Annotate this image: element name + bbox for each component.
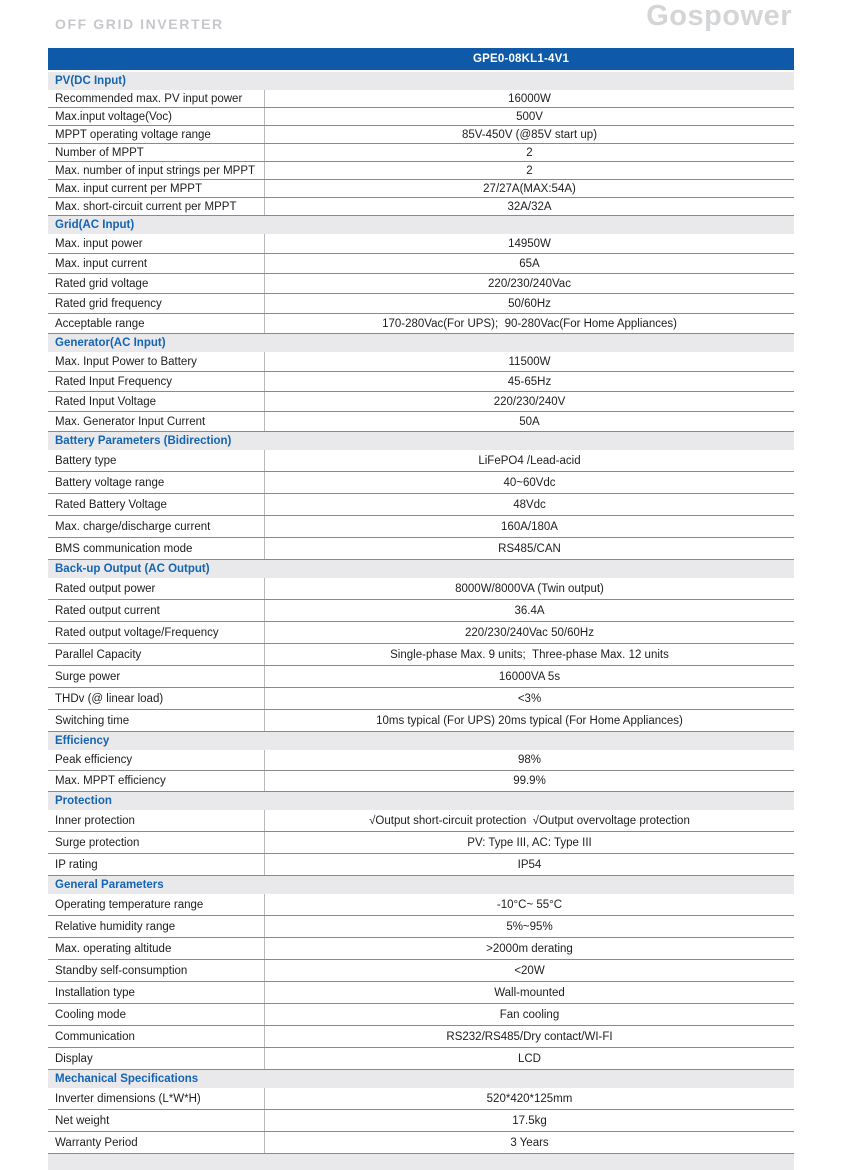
row-value: 3 Years [510,1136,549,1149]
row-value: <20W [514,964,545,977]
row-value: >2000m derating [486,942,573,955]
table-row [48,494,794,516]
table-row [48,472,794,494]
row-value: Fan cooling [499,1008,560,1021]
table-row [48,254,794,274]
brand-logo: Gospower [646,0,792,32]
row-value: Single-phase Max. 9 units; Three-phase Max. 12 units [390,648,669,661]
row-value: RS232/RS485/Dry contact/WI-FI [446,1030,613,1043]
table-row [48,832,794,854]
row-label: Standby self-consumption [48,960,265,981]
section-header: Mechanical Specifications [48,1070,794,1088]
table-row [48,450,794,472]
row-label: Communication [48,1026,265,1047]
table-row [48,90,794,108]
section-header: Grid(AC Input) [48,216,794,234]
row-value: <3% [517,692,542,705]
row-value: 85V-450V (@85V start up) [461,128,598,141]
row-label: Rated grid voltage [48,274,265,293]
row-value: 65A [519,257,540,270]
table-row [48,144,794,162]
row-label: Max. Input Power to Battery [48,352,265,371]
table-row [48,372,794,392]
table-row [48,854,794,876]
row-label: Max. MPPT efficiency [48,771,265,791]
table-row [48,960,794,982]
row-label: Inverter dimensions (L*W*H) [48,1088,265,1109]
row-label: Display [48,1048,265,1069]
row-label: Rated grid frequency [48,294,265,313]
row-value: 220/230/240Vac 50/60Hz [465,626,594,639]
row-value: 11500W [508,355,551,368]
row-label: Max. short-circuit current per MPPT [48,198,265,215]
table-row [48,1088,794,1110]
section-header: Efficiency [48,732,794,750]
row-value: Wall-mounted [494,986,565,999]
row-value: 50A [519,415,540,428]
table-row [48,1004,794,1026]
row-value: 16000W [508,92,551,105]
row-value: 99.9% [513,775,546,787]
row-value: PV: Type III, AC: Type III [467,836,592,849]
section-header: PV(DC Input) [48,72,794,90]
row-label: Battery type [48,450,265,471]
row-label: Max.input voltage(Voc) [48,108,265,125]
row-value: 16000VA 5s [498,670,561,683]
model-title-bar [48,48,794,70]
table-row [48,294,794,314]
row-label: Surge protection [48,832,265,853]
section-header: Battery Parameters (Bidirection) [48,432,794,450]
row-label: Max. input current per MPPT [48,180,265,197]
row-value: 17.5kg [512,1114,547,1127]
row-label: Installation type [48,982,265,1003]
section-header: Generator(AC Input) [48,334,794,352]
table-row [48,412,794,432]
row-value: 220/230/240Vac [488,277,571,290]
section-header: Back-up Output (AC Output) [48,560,794,578]
table-row [48,810,794,832]
row-value: -10°C~ 55°C [496,898,563,911]
table-row [48,1132,794,1154]
row-value: 27/27A(MAX:54A) [483,182,576,195]
row-label: Max. number of input strings per MPPT [48,162,265,179]
row-label: Warranty Period [48,1132,265,1153]
row-label: Surge power [48,666,265,687]
row-label: Rated Battery Voltage [48,494,265,515]
table-row [48,771,794,792]
row-label: Rated output voltage/Frequency [48,622,265,643]
row-label: Acceptable range [48,314,265,333]
row-label: BMS communication mode [48,538,265,559]
table-row [48,180,794,198]
row-value: 36.4A [514,604,545,617]
table-row [48,516,794,538]
row-label: Parallel Capacity [48,644,265,665]
row-label: Max. input current [48,254,265,273]
row-label: Inner protection [48,810,265,831]
row-value: 500V [516,110,543,123]
section-header: General Parameters [48,876,794,894]
row-value: 98% [517,754,542,766]
row-value: 32A/32A [507,200,552,213]
table-row [48,622,794,644]
model-number: GPE0-08KL1-4V1 [472,53,570,65]
row-label: Switching time [48,710,265,731]
table-row [48,688,794,710]
row-value: 160A/180A [501,520,558,533]
row-label: Relative humidity range [48,916,265,937]
table-row [48,274,794,294]
row-value: 40~60Vdc [503,476,556,489]
table-row [48,1110,794,1132]
table-row [48,162,794,180]
row-label: Peak efficiency [48,750,265,770]
table-row [48,538,794,560]
row-label: Operating temperature range [48,894,265,915]
table-row [48,1048,794,1070]
row-value: √Output short-circuit protection √Output overvoltage protection [369,814,690,827]
row-label: Cooling mode [48,1004,265,1025]
table-row [48,750,794,771]
row-value: 10ms typical (For UPS) 20ms typical (For Home Appliances) [376,714,683,727]
table-row [48,234,794,254]
table-row [48,644,794,666]
row-label: Max. charge/discharge current [48,516,265,537]
row-value: LiFePO4 /Lead-acid [478,454,581,467]
row-label: Number of MPPT [48,144,265,161]
table-footer-strip [48,1154,794,1170]
row-value: 14950W [508,237,551,250]
section-header: Protection [48,792,794,810]
row-value: 2 [526,146,533,159]
table-row [48,938,794,960]
table-row [48,352,794,372]
table-row [48,392,794,412]
row-label: Net weight [48,1110,265,1131]
table-row [48,578,794,600]
row-label: Rated Input Frequency [48,372,265,391]
row-label: Recommended max. PV input power [48,90,265,107]
row-value: 520*420*125mm [486,1092,573,1105]
row-label: Rated output current [48,600,265,621]
row-value: 50/60Hz [508,297,551,310]
table-row [48,1026,794,1048]
spec-table [48,72,794,1170]
row-value: LCD [517,1052,541,1065]
row-label: IP rating [48,854,265,875]
table-row [48,314,794,334]
row-label: Battery voltage range [48,472,265,493]
row-value: RS485/CAN [498,542,561,555]
row-label: THDv (@ linear load) [48,688,265,709]
page-title: OFF GRID INVERTER [55,16,224,32]
row-value: 8000W/8000VA (Twin output) [455,582,604,595]
row-value: IP54 [517,858,542,871]
table-row [48,108,794,126]
table-row [48,916,794,938]
table-row [48,600,794,622]
row-value: 170-280Vac(For UPS); 90-280Vac(For Home Appliances) [382,317,677,330]
title-bar-spacer [48,48,248,70]
row-value: 5%~95% [506,920,553,933]
table-row [48,126,794,144]
row-label: Max. operating altitude [48,938,265,959]
table-row [48,894,794,916]
row-value: 2 [526,164,533,177]
row-label: MPPT operating voltage range [48,126,265,143]
table-row [48,198,794,216]
row-label: Rated Input Voltage [48,392,265,411]
row-label: Max. Generator Input Current [48,412,265,431]
document-header [0,0,854,48]
table-row [48,666,794,688]
row-value: 45-65Hz [507,375,552,388]
row-value: 220/230/240V [493,395,566,408]
table-row [48,982,794,1004]
row-value: 48Vdc [513,498,546,511]
row-label: Rated output power [48,578,265,599]
row-label: Max. input power [48,234,265,253]
table-row [48,710,794,732]
